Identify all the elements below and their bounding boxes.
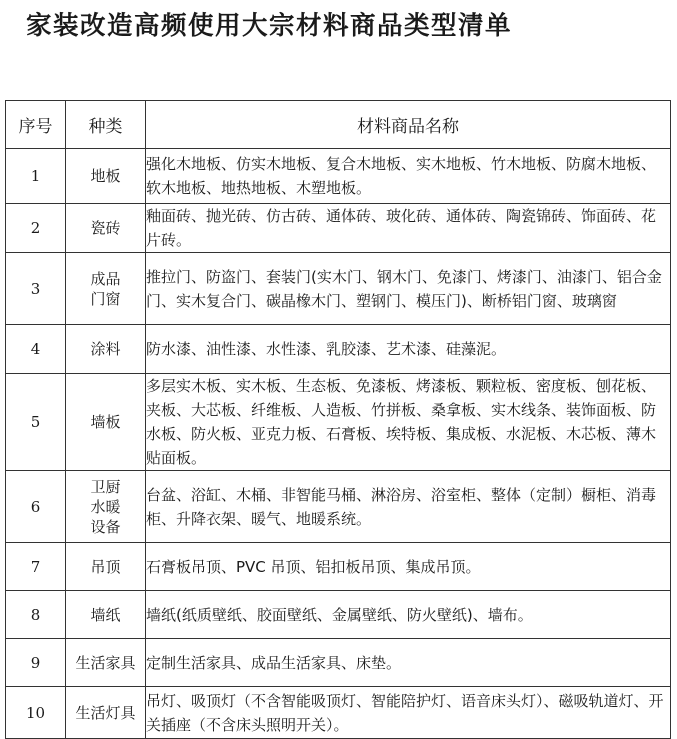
table-row [6,204,671,253]
row-index: 10 [6,687,66,739]
row-category-label: 吊顶 [90,557,121,576]
row-index: 1 [6,149,66,204]
row-items: 墙纸(纸质壁纸、胶面壁纸、金属壁纸、防火壁纸)、墙布。 [146,591,671,639]
row-category [66,591,146,639]
row-index: 7 [6,543,66,591]
row-index: 4 [6,325,66,374]
header-category: 种类 [66,101,146,149]
row-category [66,325,146,374]
row-category-label: 墙板 [90,413,121,431]
row-category [66,639,146,687]
row-index: 6 [6,471,66,543]
document-title: 家装改造高频使用大宗材料商品类型清单 [26,11,513,41]
row-items: 定制生活家具、成品生活家具、床垫。 [146,639,671,687]
header-items: 材料商品名称 [146,101,671,149]
header-index: 序号 [6,101,66,149]
row-category-label: 瓷砖 [90,219,121,237]
table-row [6,543,671,591]
row-items: 强化木地板、仿实木地板、复合木地板、实木地板、竹木地板、防腐木地板、软木地板、地热地板、木塑地板。 [146,149,671,204]
row-category-label: 生活灯具 [75,703,136,722]
row-category-label: 墙纸 [90,605,121,624]
row-items: 推拉门、防盗门、套装门(实木门、钢木门、免漆门、烤漆门、油漆门、铝合金门、实木复合门、碳晶橡木门、塑钢门、模压门)、断桥铝门窗、玻璃窗 [146,253,671,325]
table-row [6,471,671,543]
table-row [6,253,671,325]
row-index: 9 [6,639,66,687]
table-row [6,591,671,639]
row-items: 台盆、浴缸、木桶、非智能马桶、淋浴房、浴室柜、整体（定制）橱柜、消毒柜、升降衣架、暖气、地暖系统。 [146,471,671,543]
row-category-label: 成品门窗 [90,269,121,308]
row-category [66,687,146,739]
table-row [6,325,671,374]
row-category [66,543,146,591]
table-row [6,687,671,739]
row-items: 吊灯、吸顶灯（不含智能吸顶灯、智能陪护灯、语音床头灯）、磁吸轨道灯、开关插座（不含床头照明开关）。 [146,687,671,739]
row-category-label: 地板 [90,167,121,185]
table-row [6,149,671,204]
row-items: 多层实木板、实木板、生态板、免漆板、烤漆板、颗粒板、密度板、刨花板、夹板、大芯板、纤维板、人造板、竹拼板、桑拿板、实木线条、装饰面板、防水板、防火板、亚克力板、石膏板、埃特板、集成板、水泥板、木芯板、薄木贴面板。 [146,374,671,471]
row-index: 8 [6,591,66,639]
row-category-label: 涂料 [90,340,121,358]
row-category [66,204,146,253]
row-index: 5 [6,374,66,471]
row-category-label: 卫厨水暖设备 [90,477,121,536]
row-category [66,149,146,204]
materials-table [5,100,671,739]
row-index: 2 [6,204,66,253]
row-index: 3 [6,253,66,325]
row-category [66,253,146,325]
table-row [6,374,671,471]
table-row [6,639,671,687]
row-category-label: 生活家具 [75,653,136,672]
row-items: 石膏板吊顶、PVC 吊顶、铝扣板吊顶、集成吊顶。 [146,543,671,591]
row-category [66,471,146,543]
row-items: 防水漆、油性漆、水性漆、乳胶漆、艺术漆、硅藻泥。 [146,325,671,374]
table-header-row [6,101,671,149]
row-category [66,374,146,471]
row-items: 釉面砖、抛光砖、仿古砖、通体砖、玻化砖、通体砖、陶瓷锦砖、饰面砖、花片砖。 [146,204,671,253]
